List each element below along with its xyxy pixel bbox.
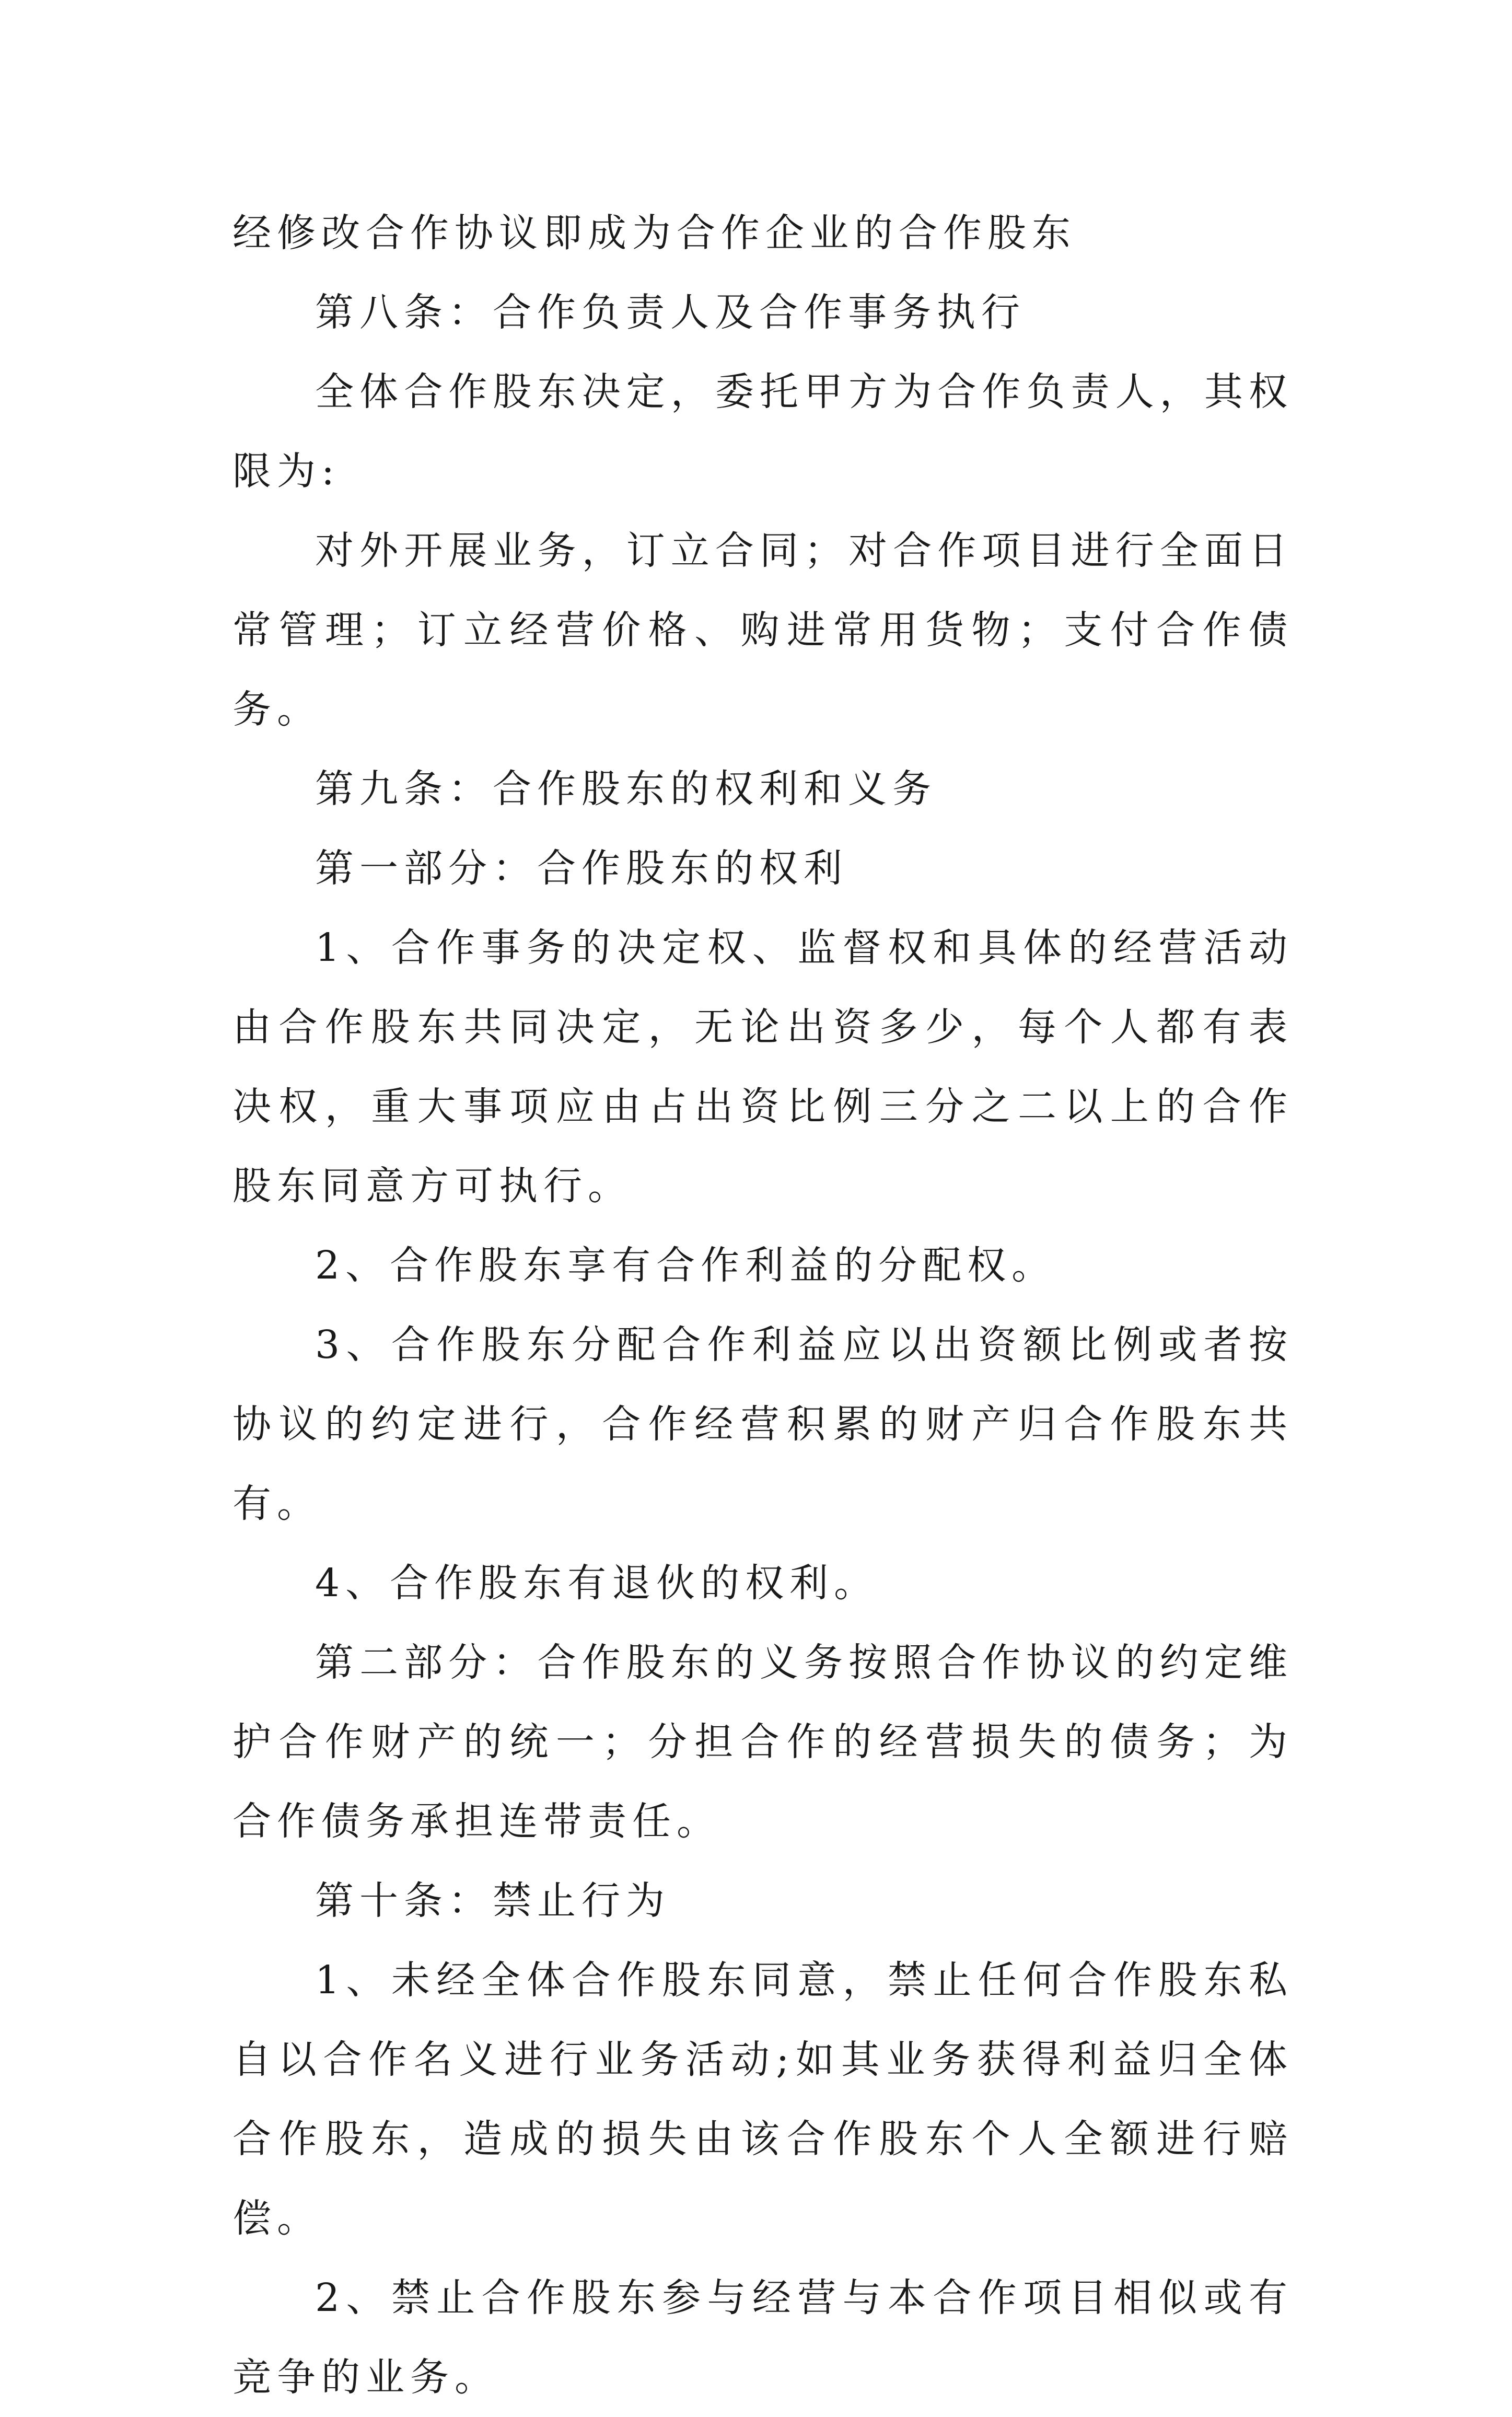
article-8-duties: 对外开展业务，订立合同；对合作项目进行全面日常管理；订立经营价格、购进常用货物；支付合作债务。 bbox=[232, 528, 1293, 732]
article-9-heading: 第九条：合作股东的权利和义务 bbox=[315, 766, 937, 811]
article-8-authority: 全体合作股东决定，委托甲方为合作负责人，其权限为: bbox=[232, 369, 1293, 494]
article-10-heading: 第十条：禁止行为 bbox=[315, 1878, 670, 1923]
part-1-heading: 第一部分：合作股东的权利 bbox=[315, 846, 848, 891]
prohibition-item-1: 1、未经全体合作股东同意，禁止任何合作股东私自以合作名义进行业务活动;如其业务获得利益归全体合作股东，造成的损失由该合作股东个人全额进行赔偿。 bbox=[232, 1958, 1293, 2241]
article-8-heading: 第八条：合作负责人及合作事务执行 bbox=[315, 290, 1026, 335]
right-item-3: 3、合作股东分配合作利益应以出资额比例或者按协议的约定进行，合作经营积累的财产归合作股东共有。 bbox=[232, 1322, 1293, 1526]
right-item-2: 2、合作股东享有合作利益的分配权。 bbox=[315, 1243, 1056, 1288]
part-2-obligations: 第二部分：合作股东的义务按照合作协议的约定维护合作财产的统一；分担合作的经营损失的债务；为合作债务承担连带责任。 bbox=[232, 1640, 1293, 1844]
right-item-4: 4、合作股东有退伙的权利。 bbox=[315, 1561, 879, 1606]
right-item-1: 1、合作事务的决定权、监督权和具体的经营活动由合作股东共同决定，无论出资多少，每个人都有表决权，重大事项应由占出资比例三分之二以上的合作股东同意方可执行。 bbox=[232, 925, 1293, 1208]
paragraph-continuation: 经修改合作协议即成为合作企业的合作股东 bbox=[232, 211, 1076, 255]
prohibition-item-2: 2、禁止合作股东参与经营与本合作项目相似或有竞争的业务。 bbox=[232, 2275, 1293, 2400]
document-body bbox=[232, 193, 1293, 2417]
